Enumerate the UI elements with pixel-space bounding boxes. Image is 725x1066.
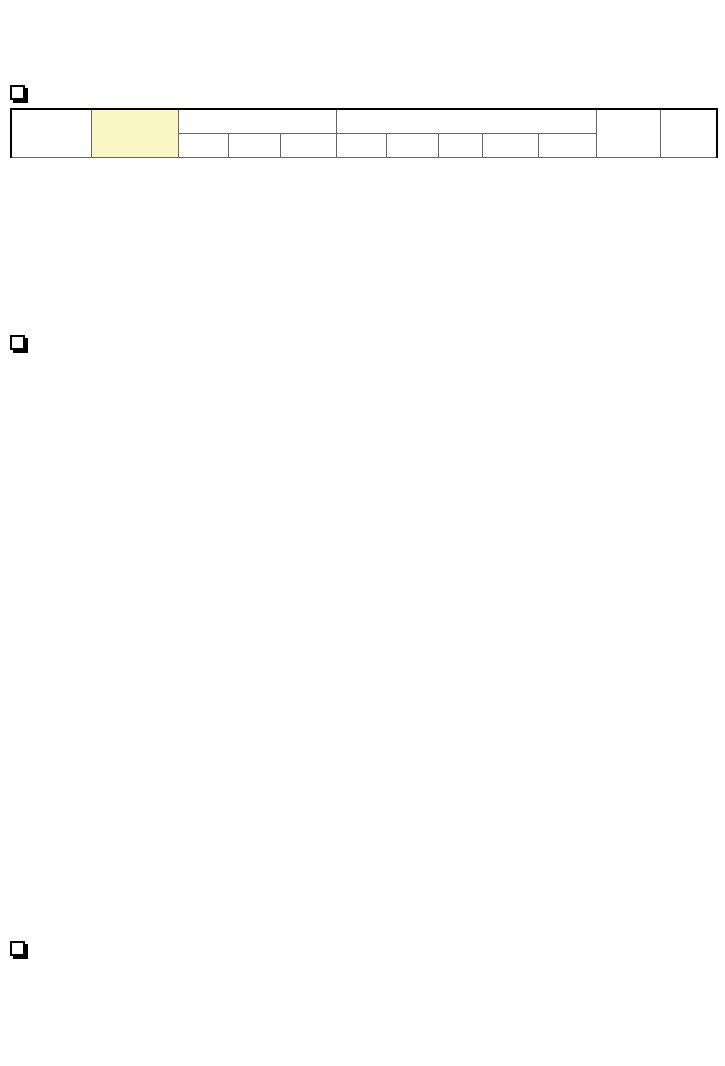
yearly-price-table — [10, 961, 716, 1027]
section-yearly-heading — [10, 936, 33, 956]
box-size-price-table — [10, 374, 716, 406]
checkbox-square-icon — [10, 941, 25, 956]
col-header-rate — [660, 109, 717, 157]
col-header-outside — [178, 109, 336, 133]
shipment-table — [10, 108, 718, 158]
col-subheader — [336, 133, 386, 157]
col-header-year — [11, 109, 91, 157]
section-shipment-heading — [10, 80, 33, 100]
col-subheader — [280, 133, 336, 157]
col-subheader — [178, 133, 228, 157]
col-header-etc — [336, 109, 596, 133]
size-price-table — [10, 843, 442, 889]
col-subheader — [482, 133, 538, 157]
col-subheader — [386, 133, 438, 157]
col-header-plan — [91, 109, 178, 157]
col-subheader — [538, 133, 596, 157]
checkbox-square-icon — [10, 335, 25, 350]
col-subheader — [228, 133, 280, 157]
col-header-total — [596, 109, 660, 157]
section-daily-heading — [10, 330, 37, 350]
market-summary-table — [10, 520, 716, 572]
col-subheader — [438, 133, 482, 157]
checkbox-square-icon — [10, 85, 25, 100]
